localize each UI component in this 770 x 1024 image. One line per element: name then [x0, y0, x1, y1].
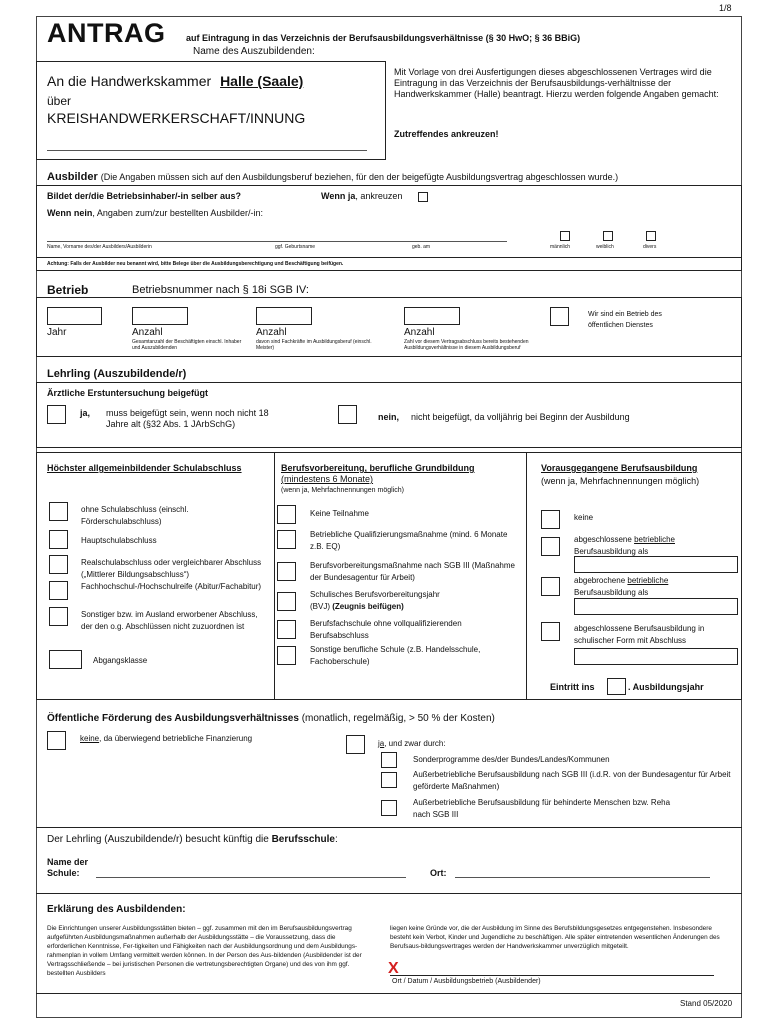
funding-none-checkbox[interactable]	[47, 731, 66, 750]
prep-opt4-line2	[310, 602, 404, 611]
funding-heading-rest: (monatlich, regelmäßig, > 50 % der Kosten)	[301, 713, 495, 724]
betrieb-employees-note: Gesamtanzahl der Beschäftigten einschl. Inhaber und Auszubildenden	[132, 339, 242, 351]
address-fill-line[interactable]	[47, 150, 367, 151]
prior-completed-u: betriebliche	[634, 535, 675, 544]
declaration-divider	[36, 993, 742, 994]
trainer-details-rest: , Angaben zum/zur bestellten Ausbilder/-in:	[92, 208, 263, 218]
school-opt1-checkbox[interactable]	[49, 502, 68, 521]
prep-heading: Berufsvorbereitung, berufliche Grundbildung	[281, 463, 475, 473]
intro-note: Zutreffendes ankreuzen!	[394, 129, 499, 139]
education-divider-2	[526, 452, 527, 700]
prep-opt6-checkbox[interactable]	[277, 646, 296, 665]
funding-heading	[47, 713, 495, 724]
trainer-details-bold: Wenn nein	[47, 208, 93, 218]
trainer-fill-line[interactable]	[47, 241, 507, 242]
prior-aborted-post: Berufsausbildung als	[574, 588, 649, 597]
betrieb-existing-note: Zahl vor diesem Vertragsabschluss bereits bestehenden Ausbildungsverhältnisse in diesem Ausbildungsberuf	[404, 339, 529, 351]
school-name-label2: Schule:	[47, 868, 80, 878]
funding-none-u: keine	[80, 734, 100, 743]
gender-male-checkbox[interactable]	[560, 231, 570, 241]
prep-opt1: Keine Teilnahme	[310, 509, 370, 518]
funding-opt2-checkbox[interactable]	[381, 772, 397, 788]
vocational-school-text	[47, 834, 338, 845]
school-opt2: Hauptschulabschluss	[81, 536, 157, 545]
prior-completed-post: Berufsausbildung als	[574, 547, 649, 556]
school-opt4-checkbox[interactable]	[49, 581, 68, 600]
gender-diverse-label: divers	[643, 244, 657, 250]
funding-divider	[36, 827, 742, 828]
prior-school-checkbox[interactable]	[541, 622, 560, 641]
prior-aborted-pre: abgebrochene	[574, 576, 626, 585]
owner-trains-yes	[321, 191, 402, 201]
school-opt5: Sonstiger bzw. im Ausland erworbener Abschluss, der den o.g. Abschlüssen nicht zuzuordnen ist	[81, 610, 258, 631]
funding-yes	[378, 739, 446, 748]
entry-year-post: . Ausbildungsjahr	[628, 682, 704, 692]
lehrling-heading: Lehrling (Auszubildende/r)	[47, 368, 187, 380]
declaration-left: Die Einrichtungen unserer Ausbildungsstätten bieten – ggf. zusammen mit den im Berufsausbildungsvertrag aufgeführten Ausbildungsmaßnahmen außerhalb der Ausbildungsstätte – die Voraussetzung, dass die erforderlichen Kenntnisse, Fer-tigkeiten und Fähigkeiten nach der Ausbildungsordnung und dem Ausbildungs-rahmenplan in vollem Umfang vermittelt werden können. In der Person des Aus-bildenden (Ausbildender ist der Vertragsschließende – bei juristischen Personen die vertretungsberechtigten Organe) und des von ihm ggf. bestellten Ausbilders	[47, 925, 362, 977]
prior-completed-field[interactable]	[574, 556, 738, 573]
school-opt3-checkbox[interactable]	[49, 555, 68, 574]
prior-heading: Vorausgegangene Berufsausbildung	[541, 463, 698, 473]
address-line2: über	[47, 94, 72, 108]
prior-aborted-field[interactable]	[574, 598, 738, 615]
ausbilder-divider	[36, 257, 742, 258]
funding-opt1-checkbox[interactable]	[381, 752, 397, 768]
trainer-name-caption: Name, Vorname des/der Ausbilders/Ausbilderin	[47, 244, 152, 250]
school-city-field[interactable]	[455, 877, 710, 878]
owner-trains-yes-bold: Wenn ja	[321, 191, 356, 201]
vocational-school-pre: Der Lehrling (Auszubildende/r) besucht künftig die	[47, 834, 269, 845]
funding-opt3-checkbox[interactable]	[381, 800, 397, 816]
school-opt5-checkbox[interactable]	[49, 607, 68, 626]
grade-label: Abgangsklasse	[93, 656, 148, 665]
prep-opt1-checkbox[interactable]	[277, 505, 296, 524]
intro-text: Mit Vorlage von drei Ausfertigungen dieses abgeschlossenen Vertrages wird die Eintragung in das Verzeichnis der Berufsausbildungs-verhältnisse der Handwerkskammer (Halle) beantragt. Hierzu werden folgende Angaben gemacht:	[394, 67, 719, 99]
exam-heading: Ärztliche Erstuntersuchung beigefügt	[47, 388, 209, 398]
school-city-label: Ort:	[430, 868, 447, 878]
prep-opt3-checkbox[interactable]	[277, 562, 296, 581]
signature-label: Ort / Datum / Ausbildungsbetrieb (Ausbildender)	[392, 978, 541, 985]
entry-year-pre: Eintritt ins	[550, 682, 595, 692]
prior-aborted-u: betriebliche	[627, 576, 669, 585]
address-line3: KREISHANDWERKERSCHAFT/INNUNG	[47, 110, 306, 126]
exam-yes-checkbox[interactable]	[47, 405, 66, 424]
signature-line[interactable]	[390, 975, 714, 976]
school-opt3: Realschulabschluss oder vergleichbarer Abschluss („Mittlerer Bildungsabschluss“)	[81, 558, 262, 579]
form-title: ANTRAG	[47, 18, 166, 48]
prior-none: keine	[574, 513, 594, 522]
page-number: 1/8	[719, 3, 732, 13]
funding-yes-checkbox[interactable]	[346, 735, 365, 754]
school-name-field[interactable]	[96, 877, 406, 878]
exam-no-checkbox[interactable]	[338, 405, 357, 424]
prep-heading2: (mindestens 6 Monate)	[281, 474, 374, 484]
gender-female-checkbox[interactable]	[603, 231, 613, 241]
school-heading: Höchster allgemeinbildender Schulabschluss	[47, 463, 242, 473]
prep-opt2: Betriebliche Qualifizierungsmaßnahme (mind. 6 Monate z.B. EQ)	[310, 530, 508, 551]
trainer-born-caption: geb. am	[412, 244, 431, 250]
ausbilder-warning: Achtung: Falls der Ausbilder neu benannt wird, bitte Belege über die Ausbildungsberechtigung und Beschäftigung beifügen.	[47, 261, 344, 267]
school-name-label1: Name der	[47, 857, 89, 867]
school-divider	[36, 893, 742, 894]
gender-male-label: männlich	[550, 244, 571, 250]
prep-opt3: Berufsvorbereitungsmaßnahme nach SGB III (Maßnahme der Bundesagentur für Arbeit)	[310, 561, 515, 582]
betrieb-heading: Betrieb	[47, 283, 89, 297]
declaration-right: liegen keine Gründe vor, die der Ausbildung im Sinne des Berufsbildungsgesetzes entgegenstehen. Insbesondere besteht kein Verbot, Kinder und Jugendliche zu beschäftigen. Alle später eintretenden wesentlichen Änderungen des Berufsaus-bildungsvertrages werden der Handwerkskammer unverzüglich mitgeteilt.	[390, 925, 720, 950]
address-line1	[47, 73, 303, 89]
betrieb-existing-label: Anzahl	[404, 327, 435, 338]
prior-school: abgeschlossene Berufsausbildung in schulischer Form mit Abschluss	[574, 624, 705, 645]
funding-none	[80, 734, 252, 743]
funding-opt3: Außerbetriebliche Berufsausbildung für behinderte Menschen bzw. Reha nach SGB III	[413, 798, 671, 819]
betrieb-skilled-field[interactable]	[256, 307, 312, 325]
funding-heading-bold: Öffentliche Förderung des Ausbildungsverhältnisses	[47, 713, 299, 724]
grade-field[interactable]	[49, 650, 82, 669]
prep-note: (wenn ja, Mehrfachnennungen möglich)	[281, 487, 404, 494]
gender-diverse-checkbox[interactable]	[646, 231, 656, 241]
declaration-heading: Erklärung des Ausbildenden:	[47, 904, 186, 915]
trainer-birthname-caption: ggf. Geburtsname	[275, 244, 316, 250]
funding-yes-u: ja	[378, 739, 385, 748]
prep-opt2-checkbox[interactable]	[277, 530, 296, 549]
prior-aborted	[574, 575, 734, 599]
trainer-details-label	[47, 208, 263, 218]
vocational-school-bold: Berufsschule	[271, 834, 335, 845]
signature-mark: X	[388, 960, 399, 977]
prior-completed	[574, 534, 734, 558]
betrieb-year-field[interactable]	[47, 307, 102, 325]
prior-aborted-checkbox[interactable]	[541, 577, 560, 596]
funding-opt1: Sonderprogramme des/der Bundes/Landes/Kommunen	[413, 755, 610, 764]
prep-opt4: Schulisches Berufsvorbereitungsjahr	[310, 590, 440, 599]
funding-opt2: Außerbetriebliche Berufsausbildung nach SGB III (i.d.R. von der Bundesagentur für Arbeit geförderte Maßnahmen)	[413, 770, 731, 791]
trainee-name-label: Name des Auszubildenden:	[193, 46, 315, 57]
school-opt4: Fachhochschul-/Hochschulreife (Abitur/Fachabitur)	[81, 582, 262, 591]
betrieb-number-label: Betriebsnummer nach § 18i SGB IV:	[132, 284, 309, 296]
entry-year-field[interactable]	[607, 678, 626, 695]
prep-opt6: Sonstige berufliche Schule (z.B. Handelsschule, Fachoberschule)	[310, 645, 481, 666]
owner-trains-question: Bildet der/die Betriebsinhaber/-in selber aus?	[47, 191, 242, 201]
owner-trains-yes-rest: , ankreuzen	[355, 191, 403, 201]
prior-school-field[interactable]	[574, 648, 738, 665]
betrieb-skilled-label: Anzahl	[256, 327, 287, 338]
prep-opt4-bvj: (BVJ)	[310, 602, 330, 611]
owner-trains-checkbox[interactable]	[418, 192, 428, 202]
exam-yes-label: ja,	[80, 408, 91, 418]
betrieb-skilled-note: davon sind Fachkräfte im Ausbildungsberuf (einschl. Meister)	[256, 339, 372, 351]
education-divider-1	[274, 452, 275, 700]
prior-completed-checkbox[interactable]	[541, 537, 560, 556]
gender-female-label: weiblich	[596, 244, 614, 250]
prep-opt5: Berufsfachschule ohne vollqualifizierenden Berufsabschluss	[310, 619, 462, 640]
form-subtitle: auf Eintragung in das Verzeichnis der Berufsausbildungsverhältnisse (§ 30 HwO; § 36 BBiG)	[186, 33, 581, 43]
funding-yes-rest: , und zwar durch:	[384, 739, 446, 748]
ausbilder-note: (Die Angaben müssen sich auf den Ausbildungsberuf beziehen, für den der beigefügte Ausbildungsvertrag abgeschlossen wurde.)	[100, 172, 619, 182]
address-city: Halle (Saale)	[220, 73, 304, 89]
public-service-checkbox[interactable]	[550, 307, 569, 326]
school-name-label	[47, 857, 88, 879]
exam-no-text: nicht beigefügt, da volljährig bei Beginn der Ausbildung	[411, 412, 630, 422]
address-chamber: An die Handwerkskammer	[47, 73, 212, 89]
ausbilder-title: Ausbilder	[47, 171, 98, 183]
betrieb-year-label: Jahr	[47, 327, 67, 338]
school-opt2-checkbox[interactable]	[49, 530, 68, 549]
prior-none-checkbox[interactable]	[541, 510, 560, 529]
funding-none-rest: , da überwiegend betriebliche Finanzierung	[99, 734, 253, 743]
exam-yes-text: muss beigefügt sein, wenn noch nicht 18 Jahre alt (§32 Abs. 1 JArbSchG)	[106, 408, 269, 429]
betrieb-employees-field[interactable]	[132, 307, 188, 325]
prep-opt5-checkbox[interactable]	[277, 620, 296, 639]
prep-opt4-checkbox[interactable]	[277, 592, 296, 611]
form-version: Stand 05/2020	[680, 999, 733, 1008]
prior-completed-pre: abgeschlossene	[574, 535, 632, 544]
school-opt1: ohne Schulabschluss (einschl. Förderschulabschluss)	[81, 505, 189, 526]
public-service-label: Wir sind ein Betrieb des öffentlichen Dienstes	[588, 311, 662, 329]
betrieb-employees-label: Anzahl	[132, 327, 163, 338]
betrieb-existing-field[interactable]	[404, 307, 460, 325]
ausbilder-heading	[47, 171, 618, 183]
prior-note: (wenn ja, Mehrfachnennungen möglich)	[541, 476, 700, 486]
exam-no-label: nein,	[378, 412, 400, 422]
vocational-school-post: :	[334, 834, 338, 845]
prep-opt4-cert: (Zeugnis beifügen)	[332, 602, 404, 611]
